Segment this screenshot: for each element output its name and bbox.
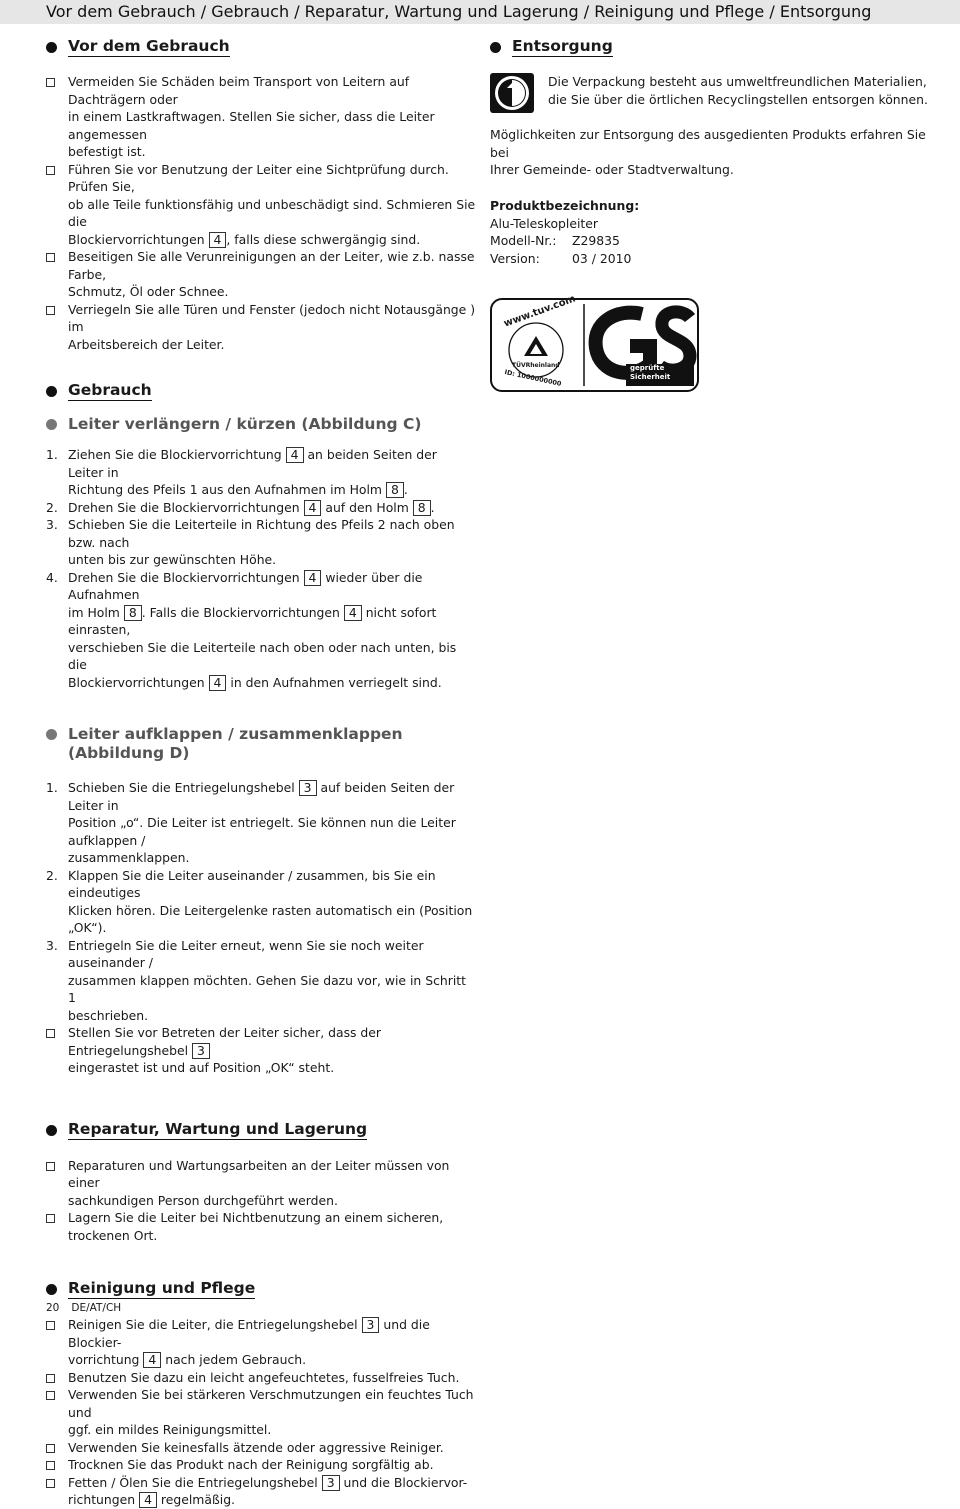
part-number-box: 3 bbox=[192, 1043, 210, 1059]
version-label: Version: bbox=[490, 250, 540, 266]
list-item: 2. Klappen Sie die Leiter auseinander / zusammen, bis Sie ein eindeutiges Klicken hören. Die Leitergelenke rasten automatisch ein (Position „OK“). bbox=[46, 867, 473, 935]
tuv-id-text: ID: 1000000000 bbox=[503, 368, 563, 388]
part-number-box: 3 bbox=[322, 1475, 340, 1491]
part-number-box: 8 bbox=[386, 482, 404, 498]
bullet-dot-icon bbox=[46, 1125, 57, 1136]
list-item: Verwenden Sie keinesfalls ätzende oder aggressive Reiniger. bbox=[46, 1439, 476, 1457]
bullet-dot-icon bbox=[490, 42, 501, 53]
right-column bbox=[490, 36, 930, 388]
product-name: Alu-Teleskopleiter bbox=[490, 215, 598, 231]
list-item: Fetten / Ölen Sie die Entriegelungshebel 3 und die Blockiervor- richtungen 4 regelmäßig. bbox=[46, 1474, 476, 1509]
list-item: 1. Schieben Sie die Entriegelungshebel 3 auf beiden Seiten der Leiter in Position „o“. Die Leiter ist entriegelt. Sie können nun die Leiter aufklappen / zusammenklappen. bbox=[46, 780, 456, 865]
entsorgung-text-1: Die Verpackung besteht aus umweltfreundlichen Materialien, die Sie über die örtlichen Recyclingstellen entsorgen können. bbox=[548, 74, 928, 107]
checkbox-square-icon bbox=[46, 1029, 55, 1038]
tuv-gs-certification-logo bbox=[490, 293, 699, 392]
part-number-box: 3 bbox=[362, 1317, 380, 1333]
bullet-dot-icon bbox=[46, 729, 57, 740]
heading-gebrauch: Gebrauch bbox=[46, 380, 476, 404]
recycling-logo bbox=[490, 73, 534, 113]
heading-reparatur: Reparatur, Wartung und Lagerung bbox=[46, 1119, 476, 1143]
list-item: Verwenden Sie bei stärkeren Verschmutzungen ein feuchtes Tuch und ggf. ein mildes Reinigungsmittel. bbox=[46, 1386, 476, 1439]
list-item: Trocknen Sie das Produkt nach der Reinigung sorgfältig ab. bbox=[46, 1456, 476, 1474]
vor-dem-gebrauch-list bbox=[46, 73, 476, 353]
list-item: Lagern Sie die Leiter bei Nichtbenutzung an einem sicheren, trockenen Ort. bbox=[46, 1209, 476, 1244]
checkbox-square-icon bbox=[46, 1479, 55, 1488]
part-number-box: 8 bbox=[124, 605, 142, 621]
reparatur-list bbox=[46, 1157, 476, 1245]
checkbox-square-icon bbox=[46, 166, 55, 175]
list-item: Beseitigen Sie alle Verunreinigungen an der Leiter, wie z.b. nasse Farbe, Schmutz, Öl oder Schnee. bbox=[46, 248, 476, 301]
gs-label: geprüfte Sicherheit bbox=[630, 364, 671, 381]
bullet-dot-icon bbox=[46, 1284, 57, 1295]
model-value: Z29835 bbox=[572, 233, 620, 248]
checkbox-square-icon bbox=[46, 78, 55, 87]
product-label: Produktbezeichnung: bbox=[490, 198, 640, 213]
tuv-brand-text: TÜVRheinland bbox=[512, 362, 560, 369]
subheading-leiter-aufklappen: Leiter aufklappen / zusammenklappen (Abbildung D) bbox=[46, 725, 476, 763]
version-value: 03 / 2010 bbox=[572, 250, 632, 266]
checkbox-square-icon bbox=[46, 1461, 55, 1470]
list-item: Reinigen Sie die Leiter, die Entriegelungshebel 3 und die Blockier- vorrichtung 4 nach jedem Gebrauch. bbox=[46, 1316, 476, 1369]
heading-reinigung: Reinigung und Pflege bbox=[46, 1278, 476, 1302]
part-number-box: 4 bbox=[344, 605, 362, 621]
steps-verlaengern bbox=[46, 446, 476, 691]
country-codes: DE/AT/CH bbox=[71, 1302, 122, 1314]
bullet-dot-icon bbox=[46, 42, 57, 53]
model-label: Modell-Nr.: bbox=[490, 233, 557, 248]
checkbox-square-icon bbox=[46, 253, 55, 262]
list-item: Verriegeln Sie alle Türen und Fenster (jedoch nicht Notausgänge ) im Arbeitsbereich der Leiter. bbox=[46, 301, 476, 354]
list-item: Stellen Sie vor Betreten der Leiter sicher, dass der Entriegelungshebel 3 eingerastet ist und auf Position „OK“ steht. bbox=[46, 1024, 476, 1077]
checkbox-square-icon bbox=[46, 1374, 55, 1383]
part-number-box: 4 bbox=[139, 1492, 157, 1508]
part-number-box: 4 bbox=[143, 1352, 161, 1368]
subheading-leiter-verlaengern: Leiter verlängern / kürzen (Abbildung C) bbox=[46, 415, 476, 434]
checkbox-square-icon bbox=[46, 306, 55, 315]
list-item: 1. Ziehen Sie die Blockiervorrichtung 4 an beiden Seiten der Leiter in Richtung des Pfeils 1 aus den Aufnahmen im Holm 8 . bbox=[46, 447, 437, 497]
page-footer bbox=[46, 1302, 133, 1314]
heading-vor-dem-gebrauch: Vor dem Gebrauch bbox=[46, 36, 476, 60]
list-item: 3. Entriegeln Sie die Leiter erneut, wenn Sie sie noch weiter auseinander / zusammen klappen möchten. Gehen Sie dazu vor, wie in Schritt 1 beschrieben. bbox=[46, 937, 467, 1023]
list-item: 3. Schieben Sie die Leiterteile in Richtung des Pfeils 2 nach oben bzw. nach unten bis zur gewünschten Höhe. bbox=[46, 517, 455, 567]
green-dot-recycling-icon bbox=[490, 73, 534, 113]
bullet-dot-icon bbox=[46, 419, 57, 430]
list-item: Reparaturen und Wartungsarbeiten an der Leiter müssen von einer sachkundigen Person durchgeführt werden. bbox=[46, 1157, 476, 1210]
checkbox-square-icon bbox=[46, 1321, 55, 1330]
part-number-box: 4 bbox=[209, 232, 227, 248]
reinigung-list bbox=[46, 1316, 476, 1509]
list-item: 2. Drehen Sie die Blockiervorrichtungen 4 auf den Holm 8 . bbox=[46, 499, 435, 515]
page-header-title: Vor dem Gebrauch / Gebrauch / Reparatur, Wartung und Lagerung / Reinigung und Pflege / Entsorgung bbox=[46, 2, 872, 21]
checkbox-square-icon bbox=[46, 1444, 55, 1453]
bullet-dot-icon bbox=[46, 386, 57, 397]
heading-entsorgung: Entsorgung bbox=[490, 36, 930, 60]
part-number-box: 3 bbox=[299, 780, 317, 796]
left-column bbox=[46, 36, 476, 1509]
part-number-box: 4 bbox=[304, 500, 322, 516]
steps-aufklappen bbox=[46, 779, 476, 1077]
checkbox-square-icon bbox=[46, 1162, 55, 1171]
page-number: 20 bbox=[46, 1302, 60, 1314]
list-item: Führen Sie vor Benutzung der Leiter eine Sichtprüfung durch. Prüfen Sie, ob alle Teile funktionsfähig und unbeschädigt sind. Schmieren Sie die Blockiervorrichtungen 4 , falls diese schwergängig sind. bbox=[46, 161, 476, 249]
part-number-box: 4 bbox=[209, 675, 227, 691]
list-item: Benutzen Sie dazu ein leicht angefeuchtetes, fusselfreies Tuch. bbox=[46, 1369, 476, 1387]
list-item: 4. Drehen Sie die Blockiervorrichtungen 4 wieder über die Aufnahmen im Holm 8 . Falls die Blockiervorrichtungen 4 nicht sofort einrasten, verschieben Sie die Leiterteile nach oben oder nach unten, bis die Blockiervorrichtungen 4 in den Aufnahmen verriegelt sind. bbox=[46, 569, 457, 690]
list-item: Vermeiden Sie Schäden beim Transport von Leitern auf Dachträgern oder in einem Lastkraftwagen. Stellen Sie sicher, dass die Leiter angemessen befestigt ist. bbox=[46, 73, 476, 161]
page-header-bar bbox=[0, 0, 960, 24]
tuv-url-text: www.tuv.com bbox=[502, 293, 578, 330]
checkbox-square-icon bbox=[46, 1391, 55, 1400]
checkbox-square-icon bbox=[46, 1214, 55, 1223]
part-number-box: 8 bbox=[413, 500, 431, 516]
part-number-box: 4 bbox=[286, 447, 304, 463]
entsorgung-text-2: Möglichkeiten zur Entsorgung des ausgedienten Produkts erfahren Sie bei Ihrer Gemeinde- oder Stadtverwaltung. bbox=[490, 127, 926, 177]
part-number-box: 4 bbox=[304, 570, 322, 586]
product-info bbox=[490, 197, 930, 267]
